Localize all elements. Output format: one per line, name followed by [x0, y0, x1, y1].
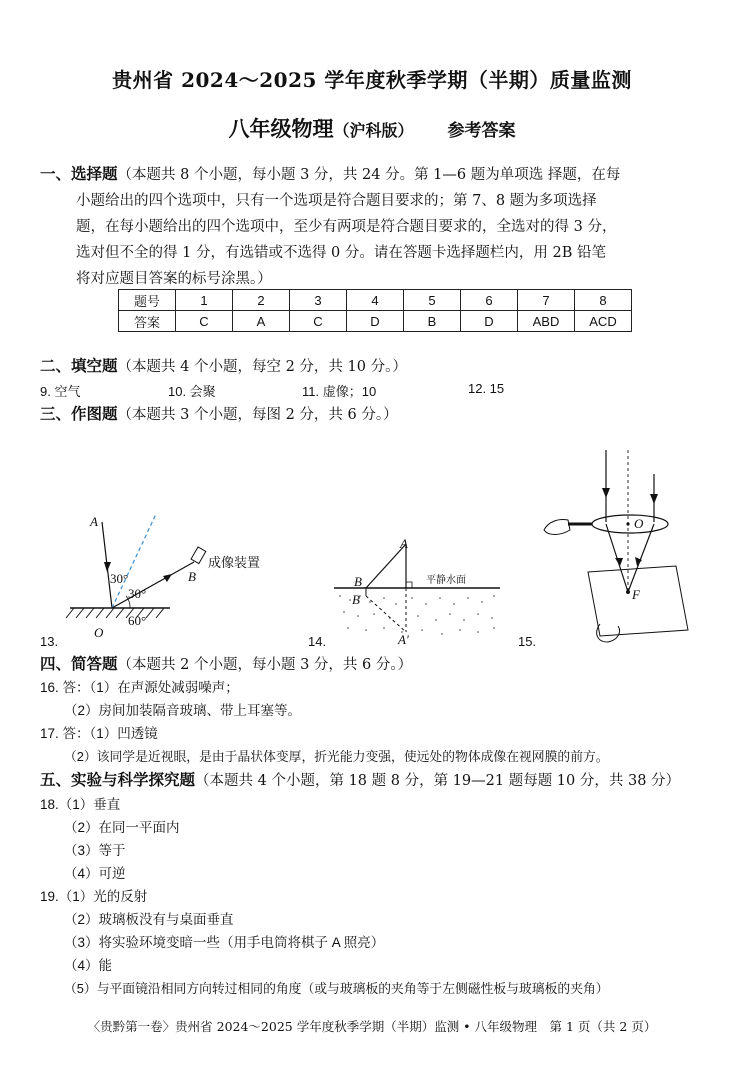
q18-line-2: （2）在同一平面内	[64, 820, 180, 835]
q18-line-1: 18.（1）垂直	[40, 797, 121, 812]
q19-line-3: （3）将实验环境变暗一些（用手电筒将棋子 A 照亮）	[64, 935, 385, 950]
section2-heading-line	[40, 353, 407, 380]
section2-note: （本题共 4 个小题，每空 2 分，共 10 分。）	[117, 359, 407, 375]
table-cell: C	[176, 311, 233, 332]
fig13-angle-3: 60°	[128, 613, 147, 628]
fill-answer-12: 12. 15	[468, 381, 505, 396]
fig14-water-label: 平静水面	[426, 575, 466, 586]
table-cell: ACD	[575, 311, 632, 332]
q16-line-2: （2）房间加装隔音玻璃、带上耳塞等。	[64, 703, 302, 718]
page-footer: 〈贵黔第一卷〉贵州省 2024～2025 学年度秋季学期（半期）监测 • 八年级物理 第 1 页（共 2 页）	[87, 1019, 657, 1034]
section1-line-4: 选对但不全的得 1 分，有选错或不选得 0 分。请在答题卡选择题栏内，用 2B 铅笔	[76, 245, 606, 261]
table-cell: 7	[518, 290, 575, 311]
table-cell: ABD	[518, 311, 575, 332]
document-title: 贵州省 2024～2025 学年度秋季学期（半期）质量监测	[112, 68, 632, 92]
subtitle-main: 八年级物理	[228, 116, 334, 141]
table-cell: D	[347, 311, 404, 332]
fig13-label-O: O	[94, 625, 104, 640]
fig13-angle-1: 30°	[110, 571, 129, 586]
table-cell: 4	[347, 290, 404, 311]
table-cell: 3	[290, 290, 347, 311]
q18-line-4: （4）可逆	[64, 866, 126, 881]
section5-note: （本题共 4 个小题，第 18 题 8 分，第 19—21 题每题 10 分，共 38 分）	[195, 773, 681, 789]
table-cell: 5	[404, 290, 461, 311]
fig14-number: 14.	[308, 634, 327, 649]
section4-note: （本题共 2 个小题，每小题 3 分，共 6 分。）	[117, 657, 413, 673]
q19-line-2: （2）玻璃板没有与桌面垂直	[64, 912, 234, 927]
section3-heading-line	[40, 401, 398, 428]
table-cell: 答案	[119, 311, 176, 332]
table-cell: 题号	[119, 290, 176, 311]
q17-line-2: （2）该同学是近视眼，是由于晶状体变厚，折光能力变强，使远处的物体成像在视网膜的前方。	[64, 749, 609, 764]
section1-block	[40, 161, 710, 292]
q17-line-1: 17. 答：（1）凹透镜	[40, 726, 158, 741]
fig13-angle-2: 30°	[128, 586, 147, 601]
table-cell: C	[290, 311, 347, 332]
section1-line-1: （本题共 8 个小题，每小题 3 分，共 24 分。第 1—6 题为单项选 择题，在每	[117, 167, 621, 183]
fig15-label-O: O	[634, 516, 644, 531]
fig13-label-B: B	[188, 569, 196, 584]
section5-heading: 五、实验与科学探究题	[40, 771, 196, 789]
fill-answer-9: 9. 空气	[40, 384, 81, 399]
table-row	[119, 311, 632, 332]
table-cell: 2	[233, 290, 290, 311]
table-cell: 1	[176, 290, 233, 311]
section3-note: （本题共 3 个小题，每图 2 分，共 6 分。）	[117, 407, 398, 423]
q16-line-1: 16. 答：（1）在声源处减弱噪声；	[40, 680, 239, 695]
fig15-diagram	[538, 444, 728, 644]
table-cell: A	[233, 311, 290, 332]
section4-heading-line	[40, 651, 412, 678]
fill-answer-11: 11. 虚像；10	[302, 384, 377, 399]
section5-heading-line	[40, 767, 680, 794]
section1-line-5: 将对应题目答案的标号涂黑。）	[76, 271, 272, 287]
table-cell: D	[461, 311, 518, 332]
fill-answer-10: 10. 会聚	[168, 384, 216, 399]
table-cell: 8	[575, 290, 632, 311]
fig14-label-B2: B	[352, 592, 360, 607]
fig13-label-A: A	[90, 514, 98, 529]
section1-line-3: 题，在每小题给出的四个选项中，至少有两项是符合题目要求的，全选对的得 3 分，	[76, 219, 617, 235]
fig15-number: 15.	[518, 634, 537, 649]
section2-heading: 二、填空题	[40, 357, 118, 375]
table-cell: B	[404, 311, 461, 332]
answer-table	[118, 289, 632, 332]
table-cell: 6	[461, 290, 518, 311]
subtitle-edition: （沪科版）	[333, 121, 414, 140]
q18-line-3: （3）等于	[64, 843, 126, 858]
fig13-device-label: 成像装置	[208, 556, 261, 571]
q19-line-5: （5）与平面镜沿相同方向转过相同的角度（或与玻璃板的夹角等于左侧磁性板与玻璃板的夹角）	[64, 981, 609, 996]
table-row	[119, 290, 632, 311]
q19-line-4: （4）能	[64, 958, 113, 973]
fig14-label-B: B	[354, 574, 362, 589]
fig14-diagram	[328, 530, 508, 645]
fig15-label-F: F	[632, 587, 640, 602]
fig14-label-A: A	[400, 536, 408, 551]
section1-heading: 一、选择题	[40, 165, 118, 183]
fig13-diagram	[60, 500, 290, 650]
q19-line-1: 19.（1）光的反射	[40, 889, 148, 904]
fig14-label-A2: A′	[398, 632, 409, 647]
section3-heading: 三、作图题	[40, 405, 118, 423]
section4-heading: 四、简答题	[40, 655, 118, 673]
document-subtitle	[0, 113, 744, 143]
subtitle-answer: 参考答案	[447, 121, 516, 141]
fig13-number: 13.	[40, 634, 59, 649]
section1-line-2: 小题给出的四个选项中，只有一个选项是符合题目要求的；第 7、8 题为多项选择	[76, 193, 597, 209]
